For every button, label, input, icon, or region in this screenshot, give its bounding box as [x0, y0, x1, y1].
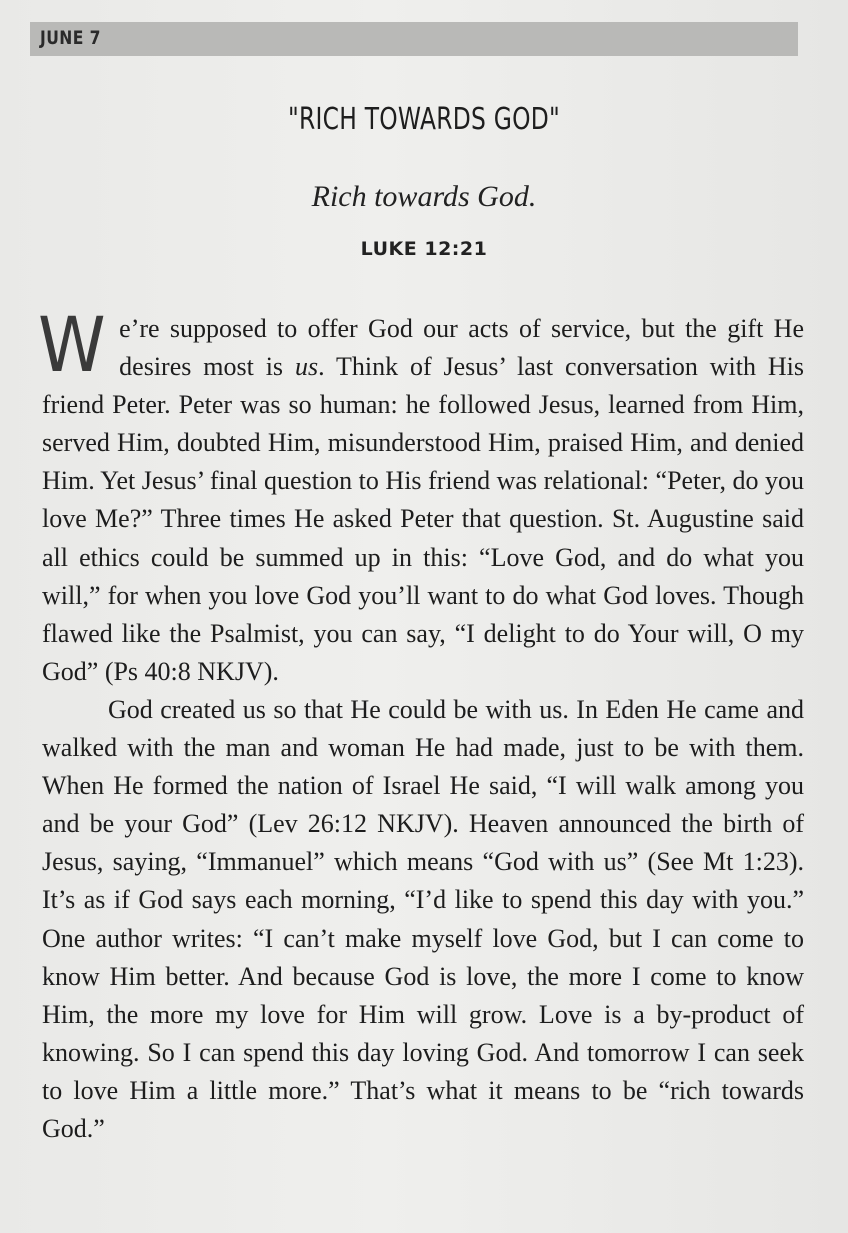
date-header-bar [30, 22, 798, 56]
emphasis-us: us [294, 352, 319, 382]
scripture-verse: Rich towards God. [311, 180, 537, 213]
devotional-body [38, 300, 804, 1148]
scripture-reference: LUKE 12:21 [360, 238, 488, 260]
date-label: JUNE 7 [40, 27, 101, 49]
drop-cap: W [38, 300, 106, 389]
paragraph-1 [38, 300, 804, 691]
paragraph-1-part-1: e’re supposed to offer God our acts of service, but the gift He desires most is [119, 314, 804, 382]
paragraph-2: God created us so that He could be with us. In Eden He came and walked with the man and woman He had made, just to be with them. When He formed the nation of Israel He said, “I will walk among you and be your God” (Lev 26:12 NKJV). Heaven announced the birth of Jesus, saying, “Immanuel” which means “God with us” (See Mt 1:23). It’s as if God says each morning, “I’d like to spend this day with you.” One author writes: “I can’t make myself love God, but I can come to know Him better. And because God is love, the more I come to know Him, the more my love for Him will grow. Love is a by-product of knowing. So I can spend this day loving God. And tomorrow I can seek to love Him a little more.” That’s what it means to be “rich towards God.” [42, 694, 804, 1143]
page-title: "RICH TOWARDS GOD" [287, 102, 560, 137]
paragraph-1-part-2: . Think of Jesus’ last conversation with His friend Peter. Peter was so human: he followed Jesus, learned from Him, served Him, doubted Him, misunderstood Him, praised Him, and denied Him. Yet Jesus’ final question to His friend was relational: “Peter, do you love Me?” Three times He asked Peter that question. St. Augustine said all ethics could be summed up in this: “Love God, and do what you will,” for when you love God you’ll want to do what God loves. Though flawed like the Psalmist, you can say, “I delight to do Your will, O my God” (Ps 40:8 NKJV). [42, 352, 804, 686]
